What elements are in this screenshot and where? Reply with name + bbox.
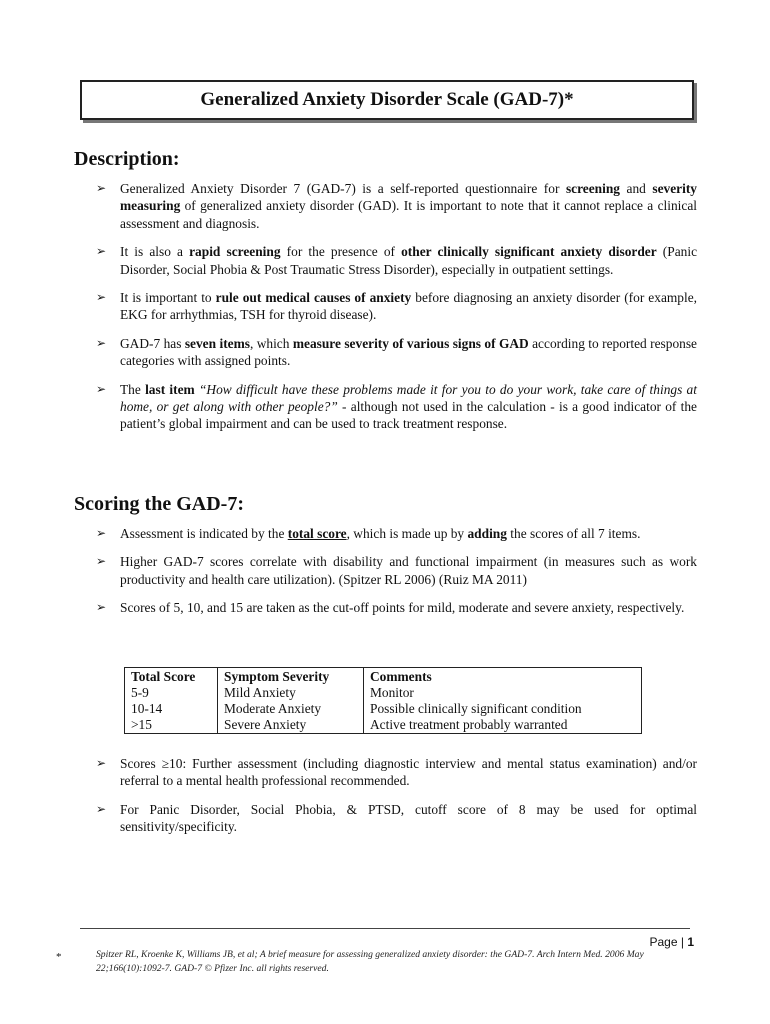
table-row <box>125 685 642 701</box>
footnote-mark: * <box>56 951 62 963</box>
table-header: Total Score <box>125 668 218 686</box>
list-item: ➢ Scores ≥10: Further assessment (including diagnostic interview and mental status examination) and/or referral to a mental health professional recommended. <box>96 756 697 789</box>
description-heading: Description: <box>74 148 180 170</box>
bullet-arrow-icon: ➢ <box>96 801 107 816</box>
table-cell: Active treatment probably warranted <box>364 717 642 734</box>
list-item: ➢ It is also a rapid screening for the presence of other clinically significant anxiety disorder (Panic Disorder, Social Phobia & Post Traumatic Stress Disorder), especially in outpatient settings. <box>96 244 698 277</box>
document-title-text: Generalized Anxiety Disorder Scale (GAD-7)* <box>200 89 574 110</box>
table-cell: Moderate Anxiety <box>218 701 364 717</box>
scoring-list <box>96 525 697 628</box>
bullet-arrow-icon: ➢ <box>96 290 107 305</box>
scoring-list-continued <box>96 755 697 847</box>
table-cell: Mild Anxiety <box>218 685 364 701</box>
list-item: ➢ The last item “How difficult have these problems made it for you to do your work, take care of things at home, or get along with other people?” - although not used in the calculation - is a good indicator of the patient’s global impairment and can be used to track treatment response. <box>96 381 697 432</box>
bullet-arrow-icon: ➢ <box>96 381 107 396</box>
severity-table <box>124 667 642 734</box>
table-cell: Possible clinically significant condition <box>364 701 642 717</box>
table-cell: Monitor <box>364 685 642 701</box>
footer-divider <box>80 928 690 929</box>
list-item: ➢ For Panic Disorder, Social Phobia, & PTSD, cutoff score of 8 may be used for optimal sensitivity/specificity. <box>96 801 697 835</box>
table-cell: 10-14 <box>125 701 218 717</box>
description-list <box>96 180 697 444</box>
bullet-arrow-icon: ➢ <box>96 181 107 195</box>
table-cell: 5-9 <box>125 685 218 701</box>
bullet-arrow-icon: ➢ <box>96 244 107 259</box>
scoring-heading: Scoring the GAD-7: <box>74 493 244 515</box>
bullet-arrow-icon: ➢ <box>96 600 107 615</box>
bullet-arrow-icon: ➢ <box>96 335 107 350</box>
bullet-arrow-icon: ➢ <box>96 756 107 770</box>
list-item: ➢ Scores of 5, 10, and 15 are taken as the cut-off points for mild, moderate and severe anxiety, respectively. <box>96 600 685 616</box>
list-item: ➢ Assessment is indicated by the total score, which is made up by adding the scores of all 7 items. <box>96 526 641 541</box>
table-header: Symptom Severity <box>218 668 364 686</box>
table-cell: Severe Anxiety <box>218 717 364 734</box>
list-item: ➢ It is important to rule out medical causes of anxiety before diagnosing an anxiety disorder (for example, EKG for arrhythmias, TSH for thyroid disease). <box>96 290 698 323</box>
bullet-arrow-icon: ➢ <box>96 554 107 569</box>
bullet-arrow-icon: ➢ <box>96 526 107 540</box>
table-row <box>125 701 642 717</box>
table-header: Comments <box>364 668 642 686</box>
table-header-row <box>125 668 642 686</box>
table-cell: >15 <box>125 717 218 734</box>
footnote: Spitzer RL, Kroenke K, Williams JB, et al; A brief measure for assessing generalized anxiety disorder: the GAD-7. Arch Intern Med. 2006 May 22;166(10):1092-7. GAD-7 © Pfizer Inc. all rights reserved. <box>96 949 644 974</box>
list-item: ➢ Higher GAD-7 scores correlate with disability and functional impairment (in measures such as work productivity and health care utilization). (Spitzer RL 2006) (Ruiz MA 2011) <box>96 554 697 587</box>
table-row <box>125 717 642 734</box>
list-item: ➢ Generalized Anxiety Disorder 7 (GAD-7) is a self-reported questionnaire for screening and severity measuring of generalized anxiety disorder (GAD). It is important to note that it cannot replace a clinical assessment and diagnosis. <box>96 181 697 231</box>
page-number: Page | 1 <box>649 935 694 949</box>
document-title <box>80 80 694 120</box>
list-item: ➢ GAD-7 has seven items, which measure severity of various signs of GAD according to reported response categories with assigned points. <box>96 335 697 369</box>
